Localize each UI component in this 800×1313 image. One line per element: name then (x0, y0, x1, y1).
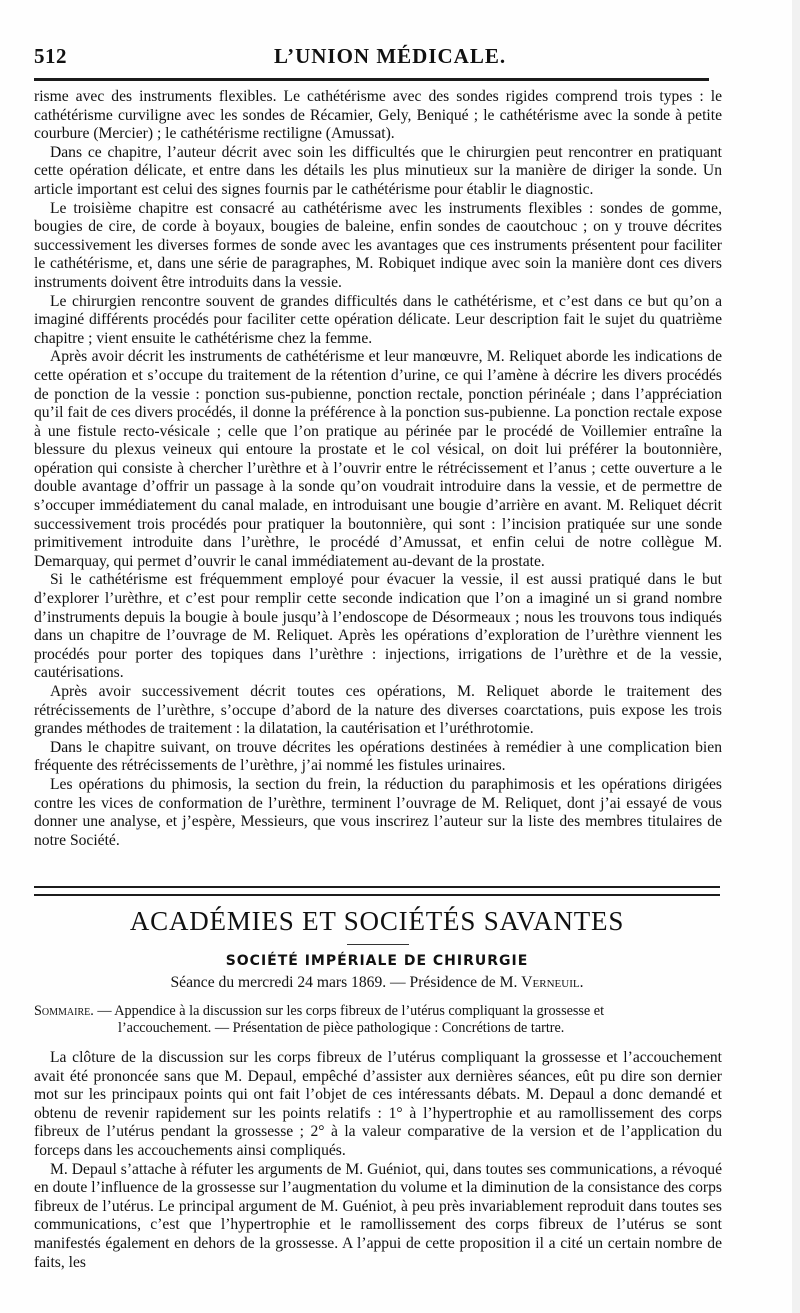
article-paragraph: Le chirurgien rencontre souvent de grandes difficultés dans le cathétérisme, et c’est dans ce but qu’on a imaginé différents procédés pour faciliter cette opération délicate. Leur description fait le sujet du quatrième chapitre ; vient ensuite le cathétérisme chez la femme. (34, 292, 722, 347)
session-report (34, 1049, 722, 1272)
article-paragraph: risme avec des instruments flexibles. Le cathétérisme avec des sondes rigides comprend trois types : le cathétérisme curviligne avec les sondes de Récamier, Gely, Beniqué ; le cathétérisme avec la sonde à petite courbure (Mercier) ; le cathétérisme rectiligne (Amussat). (34, 88, 722, 143)
header-rule (34, 78, 709, 81)
session-date-text: Séance du mercredi 24 mars 1869. — Présidence de M. (170, 974, 518, 991)
society-name: SOCIÉTÉ IMPÉRIALE DE CHIRURGIE (225, 953, 529, 969)
review-article (34, 88, 722, 850)
session-president: Verneuil. (521, 974, 584, 991)
running-head (34, 44, 708, 72)
report-paragraph: La clôture de la discussion sur les corps fibreux de l’utérus compliquant la grossesse et l’accouchement avait été prononcée sans que M. Depaul, empêché d’assister aux dernières séances, eût pu dire son dernier mot sur les principaux points qui ont fait l’objet de ces intéressants débats. M. Depaul a donc demandé et obtenu de revenir rapidement sur les points relatifs : 1° à l’hypertrophie et au ramollissement des corps fibreux de l’utérus pendant la grossesse ; 2° à la valeur comparative de la version et de l’application du forceps dans les accouchements ainsi compliqués. (34, 1049, 722, 1159)
page-number: 512 (34, 44, 67, 68)
article-paragraph: Si le cathétérisme est fréquemment employé pour évacuer la vessie, il est aussi pratiqué dans le but d’explorer l’urèthre, et c’est pour remplir cette seconde indication que l’on a imaginé un si grand nombre d’instruments depuis la bougie à boule jusqu’à l’endoscope de Désormeaux ; nous les trouvons tous indiqués dans un chapitre de l’ouvrage de M. Reliquet. Après les opérations d’exploration de l’urèthre viennent les procédés pour porter des topiques dans l’urèthre : injections, irrigations de l’urèthre et de la vessie, cautérisations. (34, 571, 722, 682)
article-paragraph: Dans le chapitre suivant, on trouve décrites les opérations destinées à remédier à une complication bien fréquente des rétrécissements de l’urèthre, j’ai nommé les fistules urinaires. (34, 738, 722, 775)
section-divider (34, 886, 720, 896)
article-paragraph: Après avoir décrit les instruments de cathétérisme et leur manœuvre, M. Reliquet aborde les indications de cette opération et s’occupe du traitement de la rétention d’urine, ce qui l’amène à décrire les divers procédés de ponction de la vessie : ponction sus-pubienne, ponction rectale, ponction périnéale ; dans l’appréciation qu’il fait de ces divers procédés, il donne la préférence à la ponction sus-pubienne. La ponction rectale expose à une fistule recto-vésicale ; celle que l’on pratique au périnée par le procédé de Voillemier entraîne la blessure du plexus veineux qui entoure la prostate et le col vésical, on doit lui préférer la boutonnière, opération qui consiste à chercher l’urèthre et à l’ouvrir entre le rétrécissement et l’anus ; cette ouverture a le double avantage d’offrir un passage à la sonde qu’on voudrait introduire dans la vessie, et de permettre de s’occuper immédiatement du canal malade, en introduisant une bougie d’arrière en avant. M. Reliquet décrit successivement trois procédés pour pratiquer la boutonnière, qui sont : l’incision pratiquée sur une sonde primitivement introduite dans l’urèthre, le procédé d’Amussat, et enfin celui de notre collègue M. Demarquay, qui permet d’ouvrir le canal immédiatement au-devant de la prostate. (34, 348, 722, 570)
article-paragraph: Dans ce chapitre, l’auteur décrit avec soin les difficultés que le chirurgien peut rencontrer en pratiquant cette opération délicate, et entre dans les détails les plus minutieux sur la manière de diriger la sonde. Un article important est celui des signes fournis par le cathétérisme pour établir le diagnostic. (34, 143, 722, 198)
heading-ornament-rule (347, 944, 409, 945)
article-paragraph: Après avoir successivement décrit toutes ces opérations, M. Reliquet aborde le traitement des rétrécissements de l’urèthre, s’occupe d’abord de la nature des diverses coarctations, puis expose les trois grandes méthodes de traitement : la dilatation, la cautérisation et l’uréthrotomie. (34, 683, 722, 738)
report-paragraph: M. Depaul s’attache à réfuter les arguments de M. Guéniot, qui, dans toutes ses communications, a révoqué en doute l’influence de la grossesse sur l’augmentation du volume et la diminution de la consistance des corps fibreux de l’utérus. Le principal argument de M. Guéniot, à peu près invariablement reproduit dans toutes ses communications, c’est que l’hypertrophie et le ramollissement des corps fibreux de l’utérus se sont manifestés également en dehors de la grossesse. A l’appui de cette proposition il a cité un certain nombre de faits, les (34, 1160, 722, 1271)
sommaire-text: — Appendice à la discussion sur les corps fibreux de l’utérus compliquant la grossesse et (97, 1003, 605, 1019)
article-paragraph: Les opérations du phimosis, la section du frein, la réduction du paraphimosis et les opérations dirigées contre les vices de conformation de l’urèthre, terminent l’ouvrage de M. Reliquet, dont j’ai essayé de vous donner une analyse, et j’espère, Messieurs, que vous inscrirez l’auteur sur la liste des membres titulaires de notre Société. (34, 775, 722, 849)
session-line (34, 974, 720, 992)
page-edge (792, 0, 800, 1313)
journal-title: L’UNION MÉDICALE. (274, 44, 507, 68)
sommaire-text-continued: l’accouchement. — Présentation de pièce pathologique : Concrétions de tartre. (118, 1020, 565, 1036)
sommaire-label: Sommaire. (34, 1003, 94, 1019)
sommaire (34, 1003, 722, 1037)
section-heading: ACADÉMIES ET SOCIÉTÉS SAVANTES (129, 906, 625, 936)
article-paragraph: Le troisième chapitre est consacré au cathétérisme avec les instruments flexibles : sondes de gomme, bougies de cire, de corde à boyaux, bougies de baleine, enfin sondes de caoutchouc ; on y trouve décrites successivement les diverses formes de sonde avec les avantages que ces instruments présentent pour faciliter le cathétérisme, et, dans une série de paragraphes, M. Robiquet indique avec soin la manière dont ces divers instruments doivent être introduits dans la vessie. (34, 199, 722, 291)
